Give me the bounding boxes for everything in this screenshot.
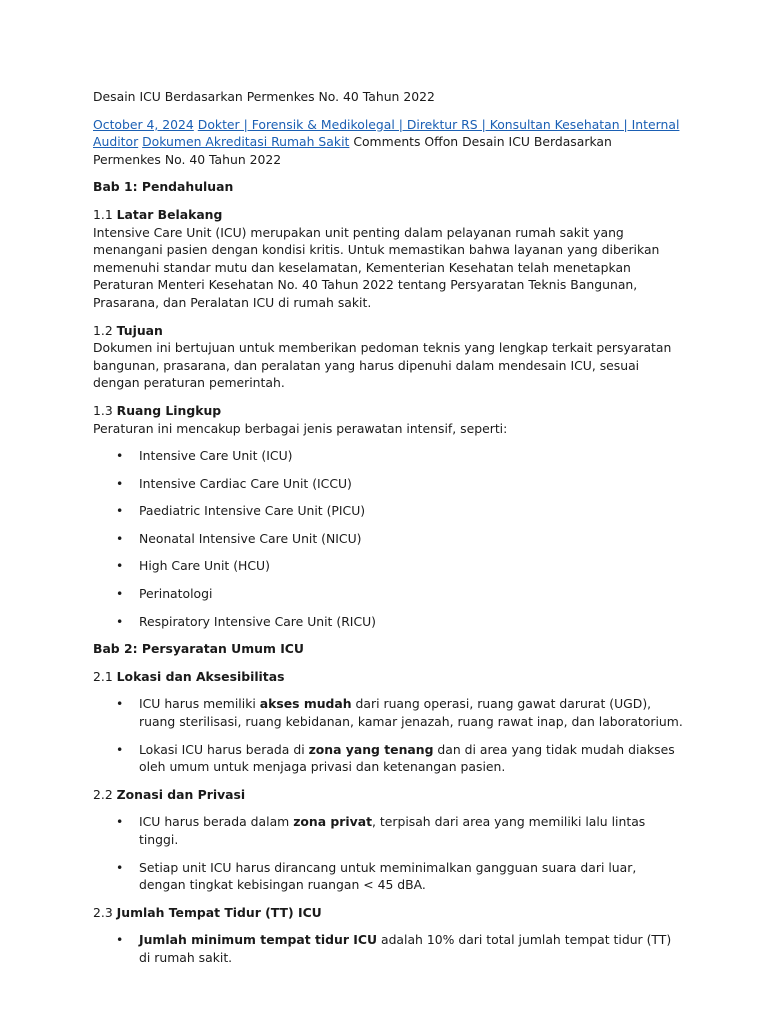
date-link[interactable]: October 4, 2024 — [93, 116, 194, 132]
section-heading: Ruang Lingkup — [116, 402, 222, 418]
section-number: 1.1 — [93, 206, 117, 222]
bullet: • — [116, 741, 124, 757]
section-heading: Zonasi dan Privasi — [116, 786, 246, 802]
section-2-3 — [93, 904, 683, 922]
location-list — [93, 695, 683, 775]
bullet: • — [116, 613, 124, 629]
text-part: adalah 10% dari total jumlah tempat tidur (TT) di rumah sakit. — [139, 932, 672, 965]
section-number: 2.1 — [93, 668, 117, 684]
section-heading: Latar Belakang — [116, 206, 223, 222]
list-item-text: Intensive Cardiac Care Unit (ICCU) — [139, 475, 352, 491]
bullet: • — [116, 475, 124, 491]
section-2-2 — [93, 786, 683, 804]
bullet: • — [116, 859, 124, 875]
section-number: 2.3 — [93, 904, 117, 920]
section-body: Intensive Care Unit (ICU) merupakan unit penting dalam pelayanan rumah sakit yang menangani pasien dengan kondisi kritis. Untuk memastikan bahwa layanan yang diberikan memenuhi standar mutu dan keselamatan, Kementerian Kesehatan telah menetapkan Peraturan Menteri Kesehatan No. 40 Tahun 2022 tentang Persyaratan Teknis Bangunan, Prasarana, dan Peralatan ICU di rumah sakit. — [93, 224, 660, 310]
list-item-text: Paediatric Intensive Care Unit (PICU) — [139, 503, 366, 519]
section-body: Dokumen ini bertujuan untuk memberikan pedoman teknis yang lengkap terkait persyaratan bangunan, prasarana, dan peralatan yang harus dipenuhi dalam mendesain ICU, sesuai dengan peraturan pemerintah. — [93, 340, 672, 391]
bullet: • — [116, 932, 124, 948]
section-number: 2.2 — [93, 786, 117, 802]
bullet: • — [116, 586, 124, 602]
section-1-3 — [93, 402, 683, 437]
list-item — [93, 502, 683, 520]
text-part: Setiap unit ICU harus dirancang untuk meminimalkan gangguan suara dari luar, dengan tingkat kebisingan ruangan < 45 dBA. — [139, 859, 637, 893]
list-item-text: High Care Unit (HCU) — [139, 558, 270, 574]
text-emphasis: zona yang tenang — [308, 741, 434, 757]
text-part: Lokasi ICU harus berada di — [139, 741, 309, 757]
list-item — [93, 585, 683, 603]
list-item-text: Perinatologi — [139, 586, 213, 602]
author-link[interactable]: Dokter | Forensik & Medikolegal | Direktur RS | Konsultan Kesehatan | Internal Auditor — [93, 116, 680, 150]
bullet: • — [116, 696, 124, 712]
list-item-text: Respiratory Intensive Care Unit (RICU) — [139, 613, 377, 629]
list-item — [93, 613, 683, 631]
chapter-2-heading: Bab 2: Persyaratan Umum ICU — [93, 641, 304, 657]
document-content — [93, 88, 683, 967]
text-emphasis: Jumlah minimum tempat tidur ICU — [139, 932, 378, 948]
section-1-1 — [93, 206, 683, 312]
text-emphasis: zona privat — [293, 814, 372, 830]
bed-count-list — [93, 931, 683, 966]
category-link[interactable]: Dokumen Akreditasi Rumah Sakit — [142, 134, 350, 150]
scope-list — [93, 447, 683, 630]
text-part: dari ruang operasi, ruang gawat darurat (UGD), ruang sterilisasi, ruang kebidanan, kamar jenazah, ruang rawat inap, dan laboratorium. — [139, 696, 683, 730]
chapter-1-heading: Bab 1: Pendahuluan — [93, 179, 234, 195]
bullet: • — [116, 558, 124, 574]
bullet: • — [116, 530, 124, 546]
section-heading: Tujuan — [116, 322, 163, 338]
section-2-1 — [93, 668, 683, 686]
text-emphasis: akses mudah — [259, 696, 352, 712]
bullet: • — [116, 448, 124, 464]
list-item — [93, 695, 683, 730]
list-item — [93, 557, 683, 575]
text-part: ICU harus berada dalam — [139, 814, 294, 830]
list-item-text: Intensive Care Unit (ICU) — [139, 448, 293, 464]
section-number: 1.2 — [93, 322, 117, 338]
comments-text: Comments Offon Desain ICU Berdasarkan Permenkes No. 40 Tahun 2022 — [93, 134, 612, 167]
document-title: Desain ICU Berdasarkan Permenkes No. 40 Tahun 2022 — [93, 89, 435, 104]
list-item — [93, 813, 683, 848]
zoning-list — [93, 813, 683, 893]
list-item — [93, 447, 683, 465]
text-part: dan di area yang tidak mudah diakses oleh umum untuk menjaga privasi dan ketenangan pasien. — [139, 741, 675, 775]
text-part: ICU harus memiliki — [139, 696, 260, 712]
section-body: Peraturan ini mencakup berbagai jenis perawatan intensif, seperti: — [93, 420, 508, 436]
list-item-text: Neonatal Intensive Care Unit (NICU) — [139, 530, 362, 546]
text-part: , terpisah dari area yang memiliki lalu lintas tinggi. — [139, 814, 646, 847]
section-1-2 — [93, 322, 683, 392]
bullet: • — [116, 503, 124, 519]
section-number: 1.3 — [93, 402, 117, 418]
section-heading: Jumlah Tempat Tidur (TT) ICU — [116, 904, 322, 920]
list-item — [93, 931, 683, 966]
post-meta — [93, 116, 683, 169]
list-item — [93, 859, 683, 894]
bullet: • — [116, 814, 124, 830]
section-heading: Lokasi dan Aksesibilitas — [116, 668, 285, 684]
list-item — [93, 530, 683, 548]
list-item — [93, 475, 683, 493]
list-item — [93, 741, 683, 776]
